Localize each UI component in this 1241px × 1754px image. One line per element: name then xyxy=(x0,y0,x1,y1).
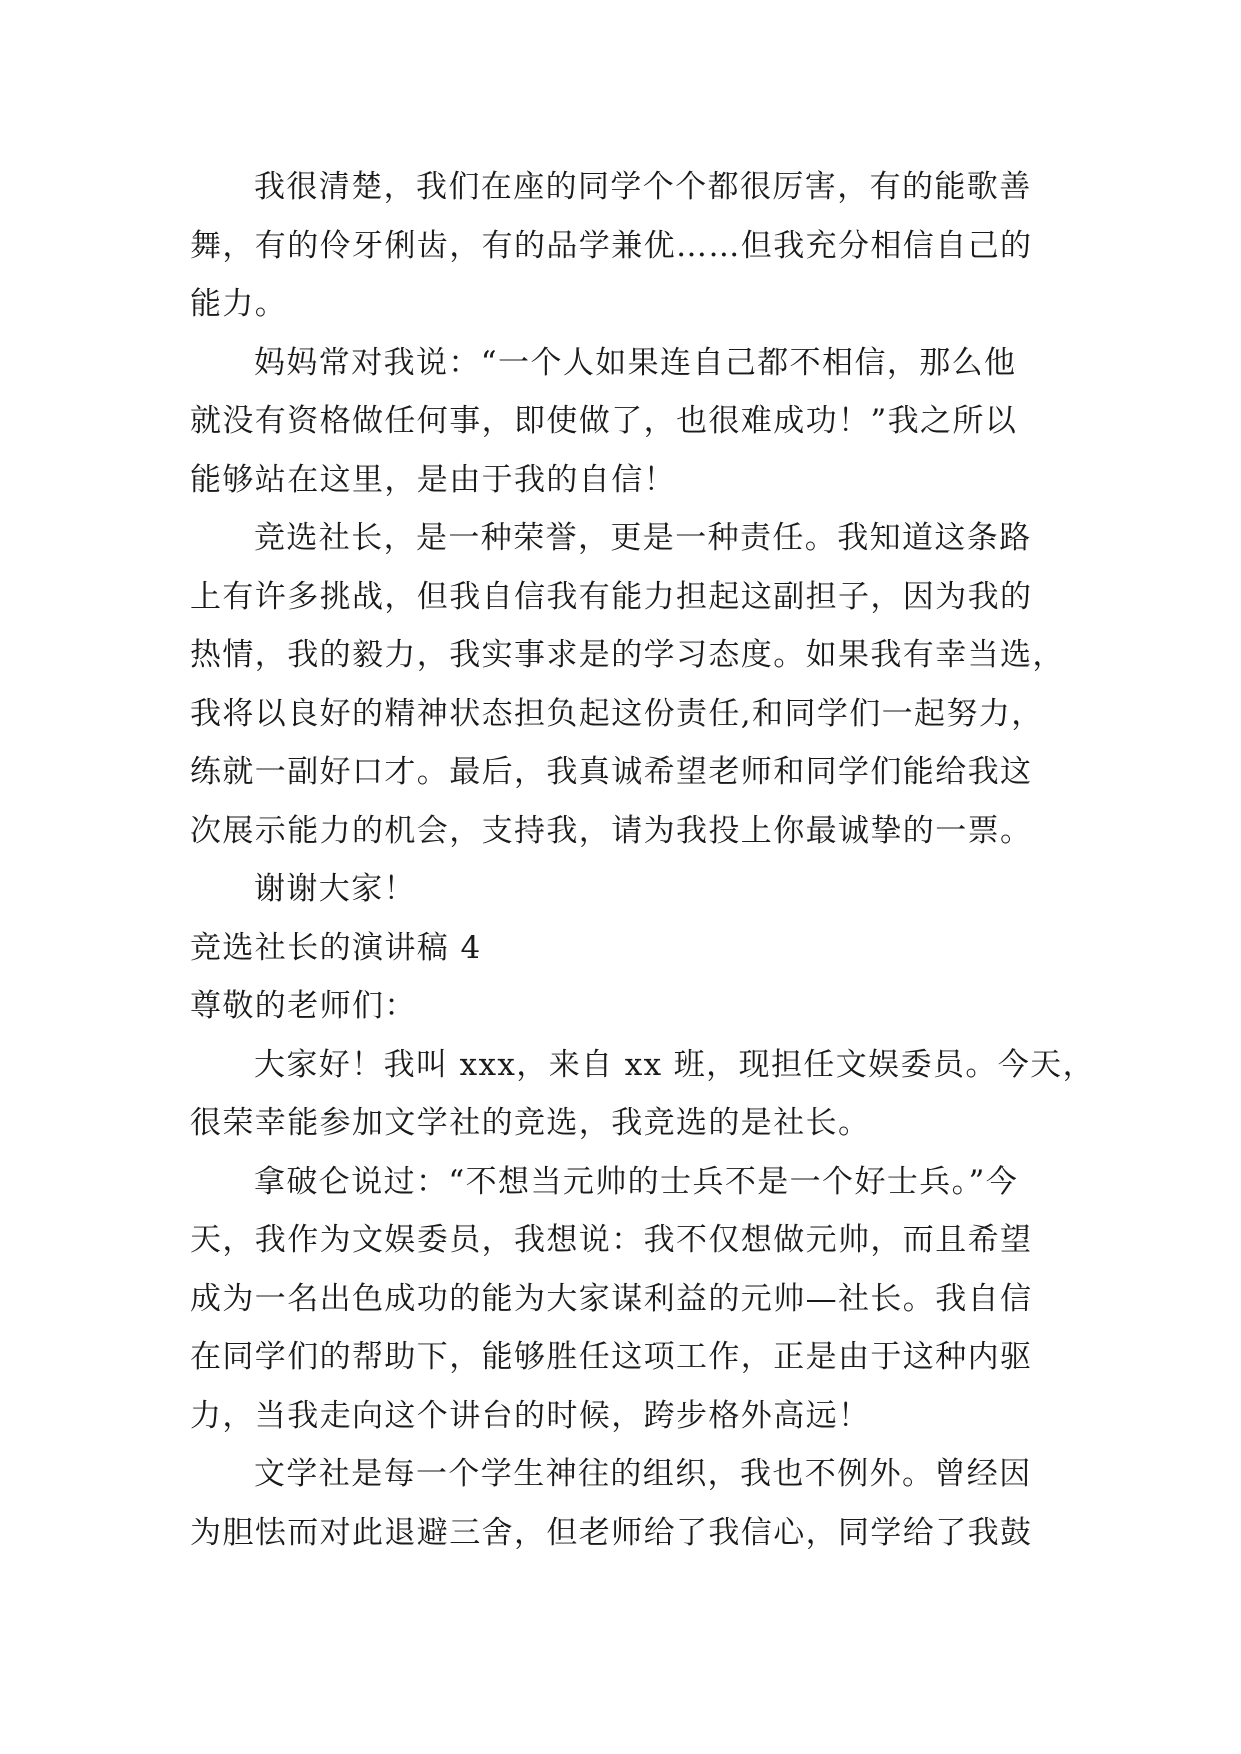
text-line: 上有许多挑战，但我自信我有能力担起这副担子，因为我的 xyxy=(190,578,1033,615)
text-line: 舞，有的伶牙俐齿，有的品学兼优……但我充分相信自己的 xyxy=(190,227,1033,264)
text-line: 为胆怯而对此退避三舍，但老师给了我信心，同学给了我鼓 xyxy=(190,1514,1033,1551)
text-line: 天，我作为文娱委员，我想说：我不仅想做元帅，而且希望 xyxy=(190,1222,1033,1258)
text-line: 次展示能力的机会，支持我，请为我投上你最诚挚的一票。 xyxy=(190,812,1033,849)
text-line: 练就一副好口才。最后，我真诚希望老师和同学们能给我这 xyxy=(190,754,1033,790)
text-line: 就没有资格做任何事，即使做了，也很难成功！”我之所以 xyxy=(190,403,1018,439)
text-line: 我将以良好的精神状态担负起这份责任,和同学们一起努力， xyxy=(190,695,1044,732)
text-line: 拿破仑说过：“不想当元帅的士兵不是一个好士兵。”今 xyxy=(254,1163,1019,1200)
text-line: 尊敬的老师们： xyxy=(190,988,417,1024)
text-line: 竞选社长，是一种荣誉，更是一种责任。我知道这条路 xyxy=(254,520,1032,556)
text-line: 我很清楚，我们在座的同学个个都很厉害，有的能歌善 xyxy=(254,169,1032,205)
text-line: 大家好！我叫 xxx，来自 xx 班，现担任文娱委员。今天， xyxy=(254,1046,1095,1083)
document-body xyxy=(190,158,1095,1562)
text-line: 竞选社长的演讲稿 4 xyxy=(190,929,482,966)
text-line: 很荣幸能参加文学社的竞选，我竞选的是社长。 xyxy=(190,1105,871,1141)
text-line: 谢谢大家！ xyxy=(254,871,416,907)
text-line: 热情，我的毅力，我实事求是的学习态度。如果我有幸当选， xyxy=(190,637,1065,673)
text-line: 力，当我走向这个讲台的时候，跨步格外高远！ xyxy=(190,1397,871,1434)
text-line: 能够站在这里，是由于我的自信！ xyxy=(190,461,676,498)
text-line: 成为一名出色成功的能为大家谋利益的元帅—社长。我自信 xyxy=(190,1280,1033,1317)
text-line: 文学社是每一个学生神往的组织，我也不例外。曾经因 xyxy=(254,1456,1032,1492)
text-line: 妈妈常对我说：“一个人如果连自己都不相信，那么他 xyxy=(254,344,1017,381)
text-line: 在同学们的帮助下，能够胜任这项工作，正是由于这种内驱 xyxy=(190,1339,1033,1375)
text-line: 能力。 xyxy=(190,286,288,322)
